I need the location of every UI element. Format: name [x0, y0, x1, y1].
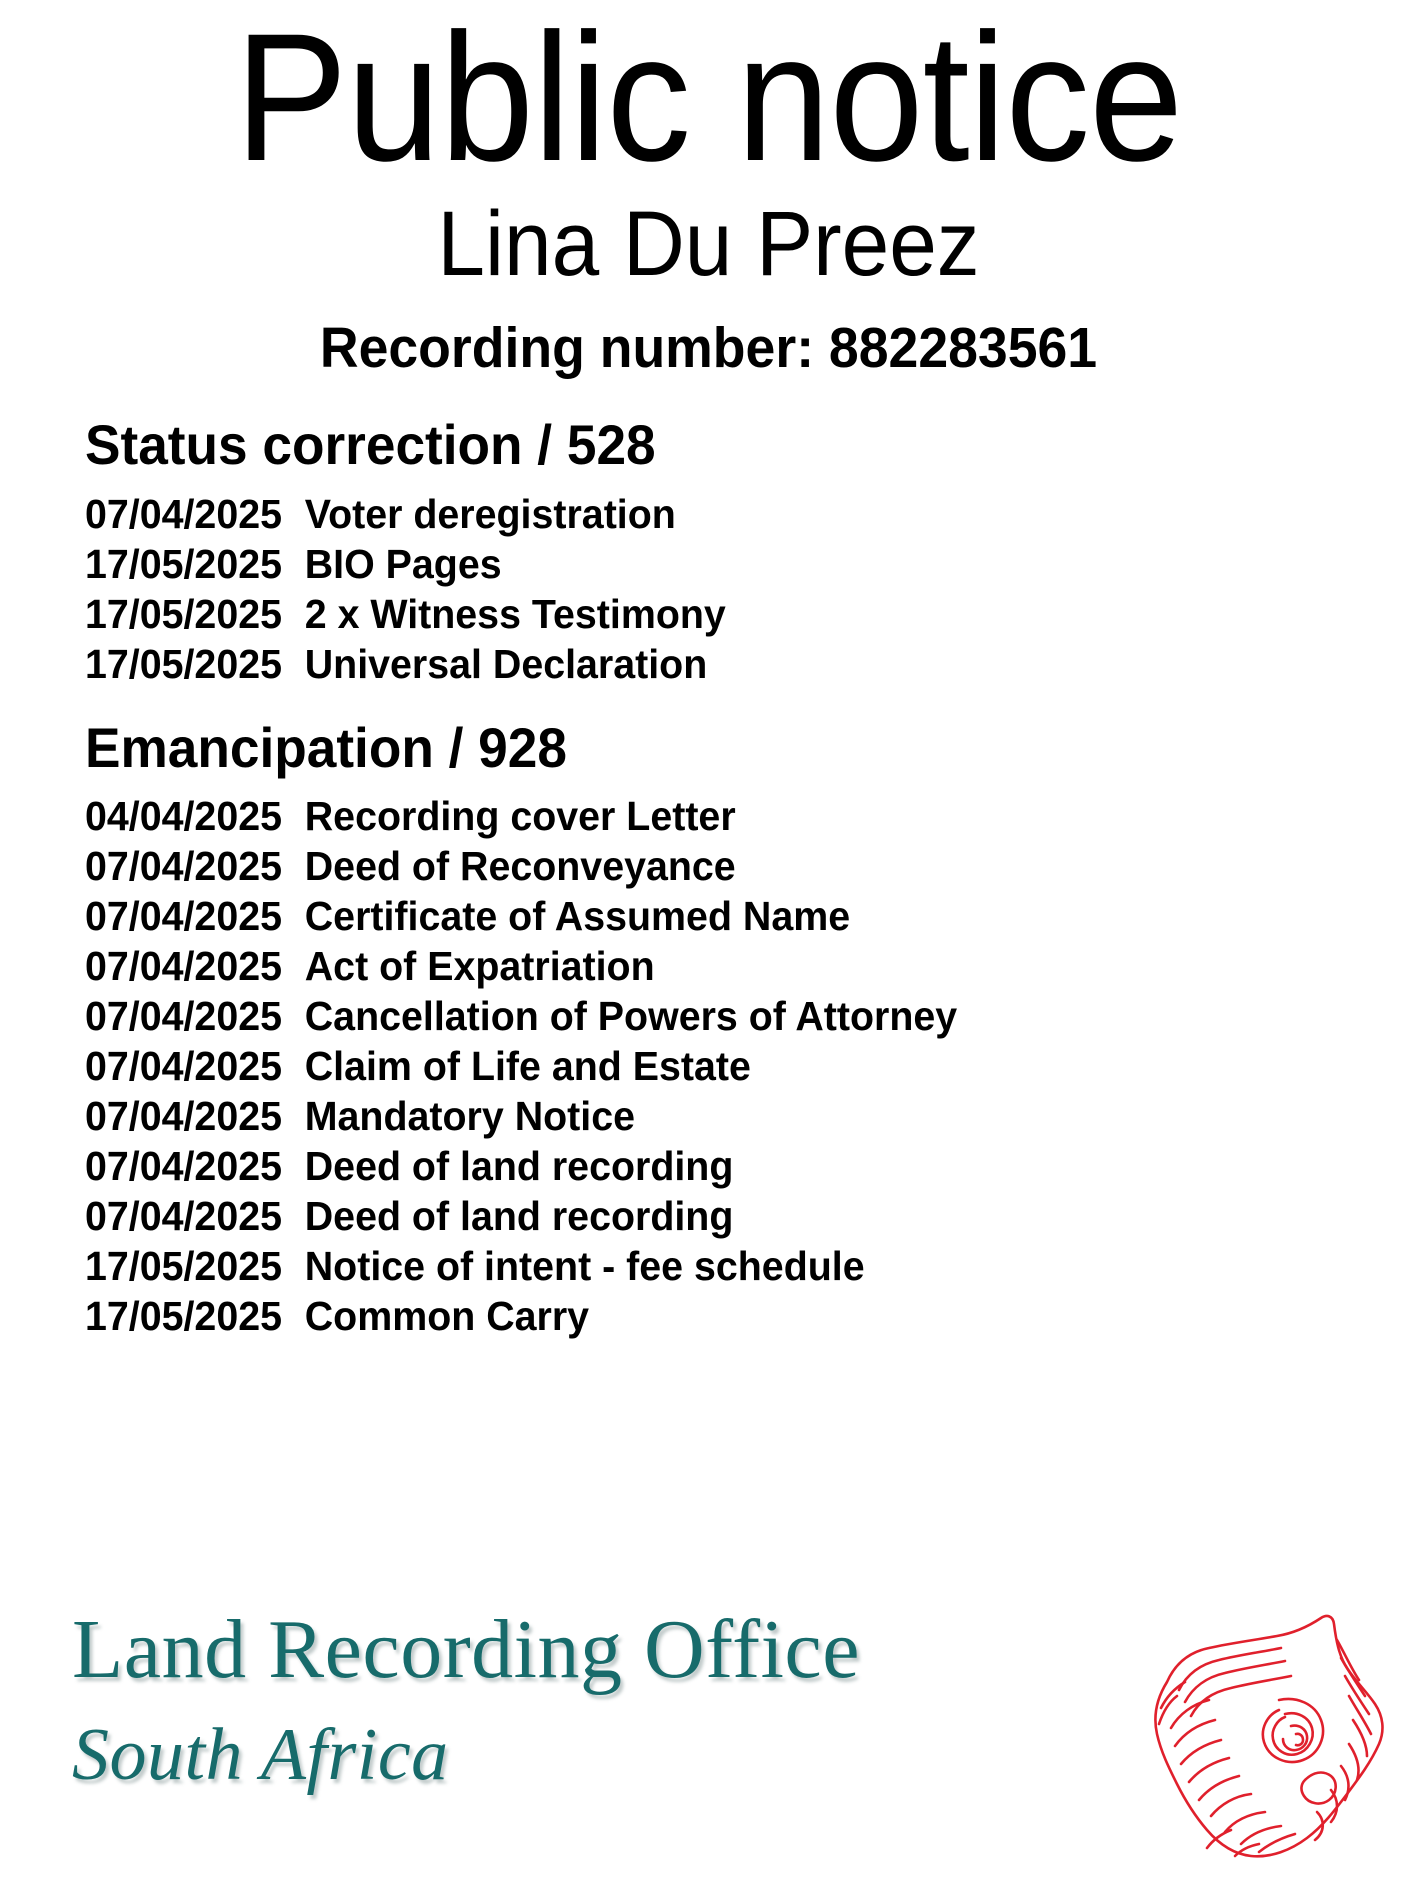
list-item: [85, 1141, 1325, 1191]
entry-description: Claim of Life and Estate: [304, 1042, 751, 1089]
entry-description: BIO Pages: [304, 540, 502, 587]
list-item: [85, 1191, 1325, 1241]
entry-description: Deed of land recording: [304, 1142, 734, 1189]
list-item: [85, 639, 1325, 689]
document-header: [0, 0, 1417, 378]
entry-date: 07/04/2025: [85, 1092, 282, 1139]
entry-date: 07/04/2025: [85, 942, 282, 989]
list-item: [85, 589, 1325, 639]
entry-date: 07/04/2025: [85, 842, 282, 889]
section-status-correction: [85, 412, 1377, 688]
entry-description: Cancellation of Powers of Attorney: [304, 992, 958, 1039]
section-emancipation: [85, 715, 1377, 1341]
entry-description: Universal Declaration: [304, 640, 708, 687]
entry-date: 17/05/2025: [85, 1292, 282, 1339]
list-item: [85, 1091, 1325, 1141]
entry-description: Deed of Reconveyance: [304, 842, 736, 889]
section-heading: Emancipation / 928: [85, 715, 567, 779]
person-name: Lina Du Preez: [437, 193, 980, 295]
fingerprint-south-africa-map-icon: [1109, 1604, 1409, 1884]
entry-list: [85, 791, 1377, 1341]
entry-description: Certificate of Assumed Name: [304, 892, 851, 939]
entry-date: 07/04/2025: [85, 892, 282, 939]
entry-date: 17/05/2025: [85, 640, 282, 687]
entry-date: 17/05/2025: [85, 540, 282, 587]
entry-date: 07/04/2025: [85, 1142, 282, 1189]
list-item: [85, 941, 1325, 991]
organization-line-2: South Africa: [72, 1714, 449, 1796]
list-item: [85, 1241, 1325, 1291]
entry-date: 04/04/2025: [85, 792, 282, 839]
organization-line-1: Land Recording Office: [72, 1603, 860, 1696]
list-item: [85, 1291, 1325, 1341]
entry-date: 07/04/2025: [85, 1042, 282, 1089]
entry-description: Recording cover Letter: [304, 792, 736, 839]
sections-container: [0, 378, 1417, 1340]
section-heading: Status correction / 528: [85, 413, 656, 477]
list-item: [85, 539, 1325, 589]
list-item: [85, 489, 1325, 539]
page-title: Public notice: [234, 0, 1183, 199]
list-item: [85, 841, 1325, 891]
list-item: [85, 991, 1325, 1041]
entry-date: 17/05/2025: [85, 1242, 282, 1289]
entry-description: 2 x Witness Testimony: [304, 590, 726, 637]
entry-description: Deed of land recording: [304, 1192, 734, 1239]
footer-logo: [0, 1590, 1417, 1890]
entry-description: Act of Expatriation: [304, 942, 655, 989]
entry-list: [85, 489, 1377, 689]
organization-name: [72, 1603, 1072, 1796]
entry-date: 17/05/2025: [85, 590, 282, 637]
entry-description: Voter deregistration: [304, 490, 676, 537]
entry-description: Notice of intent - fee schedule: [304, 1242, 865, 1289]
entry-date: 07/04/2025: [85, 490, 282, 537]
list-item: [85, 891, 1325, 941]
entry-description: Mandatory Notice: [304, 1092, 635, 1139]
entry-date: 07/04/2025: [85, 992, 282, 1039]
entry-description: Common Carry: [304, 1292, 590, 1339]
entry-date: 07/04/2025: [85, 1192, 282, 1239]
recording-number: Recording number: 882283561: [319, 315, 1098, 380]
list-item: [85, 791, 1325, 841]
list-item: [85, 1041, 1325, 1091]
